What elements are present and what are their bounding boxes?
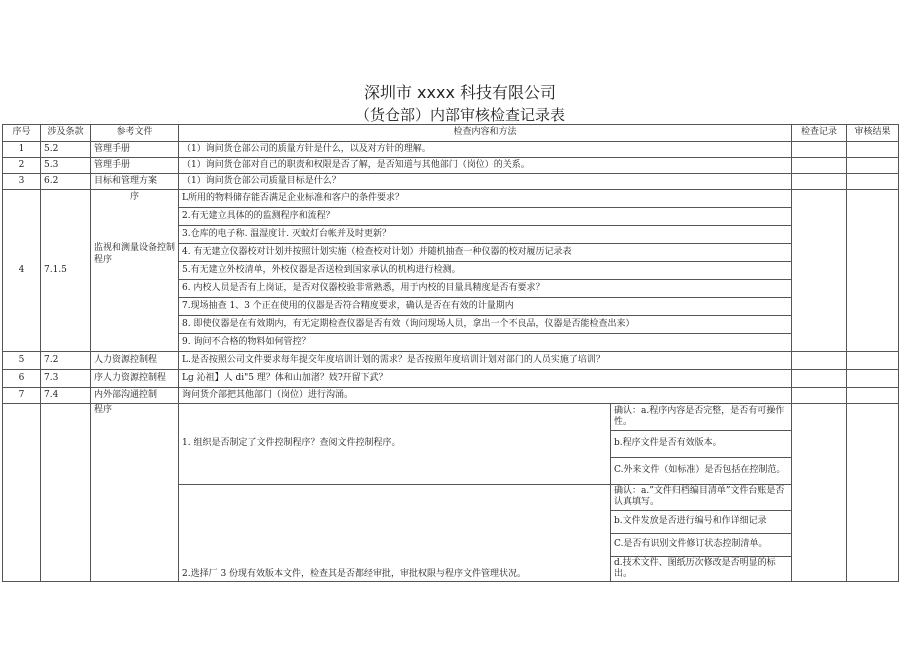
checklist-item: 7.现场抽查 1、3 个正在使用的仪器是否符合精度要求，确认是否在有效的计量期内 — [179, 298, 792, 316]
row-no: 7 — [3, 388, 41, 404]
row-clause: 7.4 — [41, 388, 91, 404]
row-ref: 监视和测量设备控制程序 — [94, 243, 176, 265]
table-row — [3, 352, 899, 370]
row-ref: 目标和管理方案 — [91, 174, 179, 190]
row-clause — [41, 404, 91, 582]
row-clause: 7.3 — [41, 370, 91, 388]
checklist-item: 8. 即使仪器是在有效期内，有无定期检查仪器是否有效（询问现场人员，拿出一个不良品，仪器是否能检查出来） — [179, 316, 792, 334]
confirm-item: b.文件发放是否进行编号和作详细记录 — [611, 510, 792, 533]
table-row — [3, 388, 899, 404]
row-ref: 管理手册 — [91, 142, 179, 158]
row-ref-top: 序 — [129, 192, 139, 202]
row-ref: 内外部沟通控制 — [91, 388, 179, 404]
checklist-item: 5.有无建立外校清单，外校仪器是否送检到国家承认的机构进行检测。 — [179, 262, 792, 280]
row-clause: 6.2 — [41, 174, 91, 190]
row-record — [792, 174, 847, 190]
row-content: L.是否按照公司文件要求每年提交年度培训计划的需求？是否按照年度培训计划对部门的人员实施了培训？ — [179, 352, 792, 370]
header-record: 检查记录 — [792, 125, 847, 142]
confirm-item: C.外来文件（如标准）是否包括在控制范。 — [611, 458, 792, 485]
row-ref: 人力资源控制程 — [91, 352, 179, 370]
row-clause: 5.2 — [41, 142, 91, 158]
checklist-item: 4. 有无建立仪器校对计划并按照计划实施（检查校对计划）并随机抽查一种仪器的校对履历记录表 — [179, 244, 792, 262]
row-record — [792, 158, 847, 174]
row-ref-cell — [91, 190, 179, 352]
question-1: 1. 组织是否制定了文件控制程序？查阅文件控制程序。 — [179, 404, 611, 485]
header-content: 检查内容和方法 — [179, 125, 792, 142]
confirm-item: b.程序文件是否有效版本。 — [611, 431, 792, 458]
checklist — [2, 124, 899, 582]
row-result — [847, 388, 899, 404]
row-no: 5 — [3, 352, 41, 370]
document-title: 深圳市 xxxx 科技有限公司 — [363, 83, 557, 102]
row-result — [847, 404, 899, 582]
row-no: 1 — [3, 142, 41, 158]
row-ref: 程序 — [91, 404, 179, 582]
row-no: 6 — [3, 370, 41, 388]
row-no — [3, 404, 41, 582]
row-no: 4 — [3, 190, 41, 352]
header-clause: 涉及条款 — [41, 125, 91, 142]
confirm-item: C.是否有识别文件修订状态控制清单。 — [611, 533, 792, 556]
checklist-item: 2.有无建立具体的的监测程序和流程？ — [179, 208, 792, 226]
confirm-item: 确认：a.”文件归档编目清单”文件台账是否认真填写。 — [611, 485, 792, 511]
row-record — [792, 404, 847, 582]
row-record — [792, 370, 847, 388]
table-row — [3, 404, 899, 431]
table-row — [3, 158, 899, 174]
checklist-item: 6. 内校人员是否有上岗证，是否对仪器校验非常熟悉，用于内校的目量具精度是否有要求？ — [179, 280, 792, 298]
row-result — [847, 190, 899, 352]
row-record — [792, 190, 847, 352]
confirm-item: 确认：a.程序内容是否完整，是否有可操作性。 — [611, 404, 792, 431]
table-row — [3, 142, 899, 158]
checklist-item: L所用的物料储存能否满足企业标准和客户的条件要求？ — [179, 190, 792, 208]
question-2: 2.选择厂 3 份现有效版本文件，检查其是否都经审批，审批权限与程序文件管理状况。 — [179, 485, 611, 582]
row-result — [847, 142, 899, 158]
document-subtitle: （货仓部）内部审核检查记录表 — [354, 106, 565, 124]
row-record — [792, 352, 847, 370]
row-clause: 7.1.5 — [41, 190, 91, 352]
header-ref: 参考文件 — [91, 125, 179, 142]
row-no: 2 — [3, 158, 41, 174]
table-row — [3, 174, 899, 190]
table-row — [3, 370, 899, 388]
confirm-item: d.技术文件、图纸历次修改是否明显的标出。 — [611, 556, 792, 582]
table-row — [3, 190, 899, 208]
row-result — [847, 174, 899, 190]
row-content: （1）询问货仓部公司的质量方针是什么，以及对方针的理解。 — [179, 142, 792, 158]
header-result: 审核结果 — [847, 125, 899, 142]
header-row — [3, 125, 899, 142]
row-ref: 管理手册 — [91, 158, 179, 174]
checklist-item: 3.仓库的电子称. 温湿度计. 灭蚊灯台帐并及时更新？ — [179, 226, 792, 244]
row-content: Lg 沁祖】人 di"5 理？体和山加渚？妓?幵留下武？ — [179, 370, 792, 388]
row-result — [847, 158, 899, 174]
row-record — [792, 388, 847, 404]
row-ref: 序人力资源控制程 — [91, 370, 179, 388]
header-no: 序号 — [3, 125, 41, 142]
row-record — [792, 142, 847, 158]
row-clause: 7.2 — [41, 352, 91, 370]
row-content: 询问货介部把其他部门（岗位）进行沟涌。 — [179, 388, 792, 404]
row-no: 3 — [3, 174, 41, 190]
checklist-item: 9. 询问不合格的物料如何管控？ — [179, 334, 792, 352]
row-result — [847, 370, 899, 388]
row-content: （1）询问货仓部对自己的职责和权限是否了解，是否知道与其他部门（岗位）的关系。 — [179, 158, 792, 174]
row-clause: 5.3 — [41, 158, 91, 174]
row-result — [847, 352, 899, 370]
row-content: （1）询问货仓部公司质量目标是什么？ — [179, 174, 792, 190]
